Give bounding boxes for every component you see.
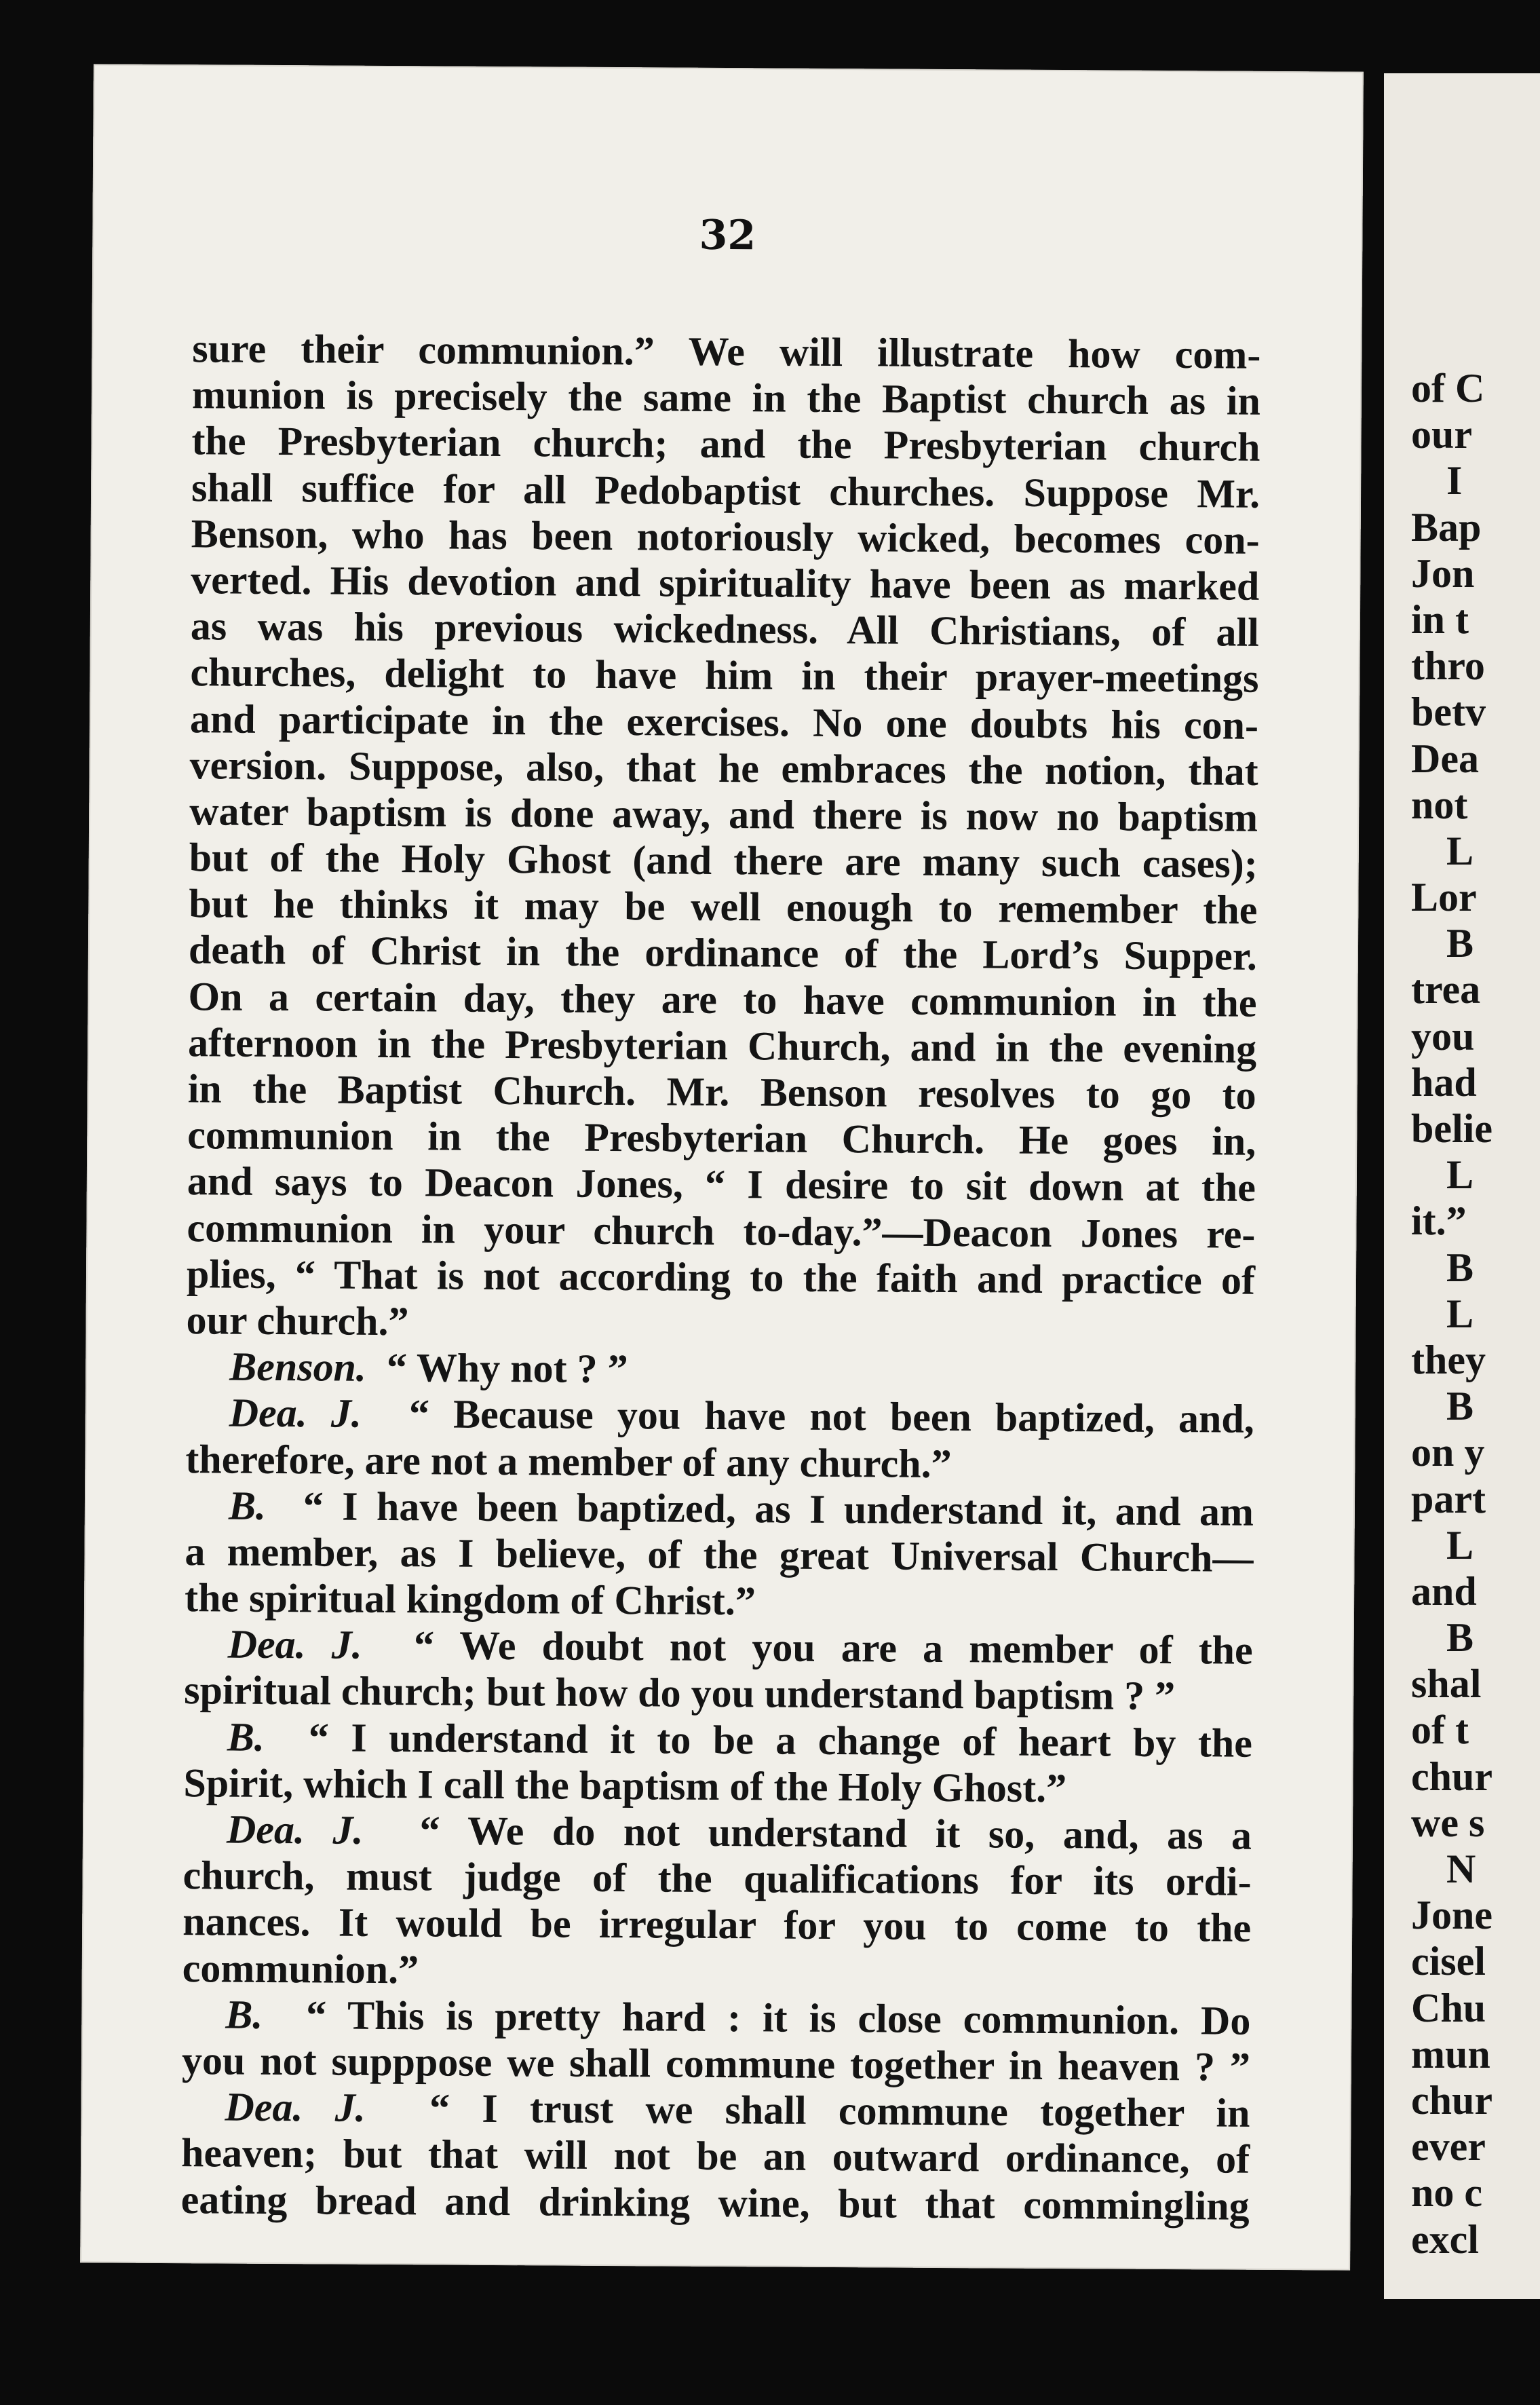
facing-page-line: Jone — [1411, 1893, 1493, 1938]
text-line: churches, delight to have him in their prayer-meetings — [190, 649, 1259, 702]
dialogue-text: “ This is pretty hard : it is close communion. Do — [306, 1992, 1251, 2043]
facing-page-line: I — [1446, 458, 1463, 504]
text-line: a member, as I believe, of the great Universal Church— — [185, 1529, 1254, 1580]
book-page-left — [80, 64, 1364, 2270]
facing-page-line: L — [1446, 1152, 1474, 1198]
text-line: munion is precisely the same in the Baptist church as in — [191, 372, 1261, 424]
text-line: version. Suppose, also, that he embraces the notion, that — [189, 742, 1258, 794]
facing-page-line: Lor — [1411, 875, 1477, 920]
facing-page-line: of t — [1411, 1707, 1469, 1753]
facing-page-line: L — [1446, 1291, 1474, 1336]
text-line: sure their communion.” We will illustrate how com- — [192, 326, 1261, 377]
text-line: therefore, are not a member of any church.” — [185, 1436, 952, 1486]
dialogue-text: “ I trust we shall commune together in — [429, 2085, 1250, 2136]
text-line: communion.” — [182, 1945, 419, 1992]
speaker-label: Dea. J. — [226, 1806, 364, 1853]
dialogue-line — [184, 1621, 1252, 1673]
facing-page-line: belie — [1411, 1106, 1493, 1151]
facing-page-line: our — [1411, 412, 1472, 457]
facing-page-line: part — [1411, 1476, 1486, 1521]
facing-page-line: no c — [1411, 2170, 1482, 2216]
text-line: death of Christ in the ordinance of the Lord’s Supper. — [188, 927, 1258, 979]
text-line: heaven; but that will not be an outward ordinance, of — [180, 2130, 1250, 2182]
facing-page-line: had — [1411, 1059, 1477, 1105]
facing-page-line: chur — [1411, 2077, 1493, 2123]
book-page-right-edge — [1384, 73, 1540, 2299]
page-body — [180, 325, 1260, 2229]
text-line: and says to Deacon Jones, “ I desire to sit down at the — [187, 1158, 1256, 1211]
text-line: church, must judge of the qualifications for its ordi- — [182, 1853, 1252, 1904]
facing-page-line: trea — [1411, 967, 1481, 1012]
dialogue-line — [182, 1991, 1250, 2044]
dialogue-text: “ Why not ? ” — [386, 1345, 628, 1392]
text-line: the Presbyterian church; and the Presbyterian church — [191, 418, 1260, 470]
text-line: as was his previous wickedness. All Christians, of all — [190, 603, 1260, 655]
facing-page-line: chur — [1411, 1754, 1493, 1799]
text-line: water baptism is done away, and there is now no baptism — [189, 789, 1258, 840]
text-line: shall suffice for all Pedobaptist churches. Suppose Mr. — [191, 464, 1260, 516]
facing-page-line: Chu — [1411, 1985, 1486, 2030]
facing-page-line: cisel — [1411, 1939, 1486, 1984]
speaker-label: B. — [228, 1483, 267, 1528]
facing-page-line: L — [1446, 828, 1474, 873]
dialogue-text: “ I understand it to be a change of heart by the — [308, 1714, 1253, 1766]
facing-page-line: N — [1446, 1847, 1476, 1891]
text-line: the spiritual kingdom of Christ.” — [184, 1575, 756, 1624]
facing-page-line: shal — [1411, 1661, 1482, 1707]
text-line: communion in the Presbyterian Church. He goes in, — [187, 1112, 1256, 1164]
text-line: plies, “ That is not according to the faith and practice of — [186, 1251, 1256, 1303]
text-line: you not supppose we shall commune together in heaven ? ” — [181, 2038, 1251, 2089]
text-line: verted. His devotion and spirituality have been as marked — [191, 557, 1260, 609]
facing-page-line: of C — [1411, 366, 1485, 411]
text-line: but he thinks it may be well enough to remember the — [189, 881, 1258, 933]
text-line: in the Baptist Church. Mr. Benson resolves to go to — [187, 1066, 1256, 1118]
facing-page-line: in t — [1411, 596, 1469, 642]
facing-page-line: we s — [1411, 1800, 1485, 1845]
speaker-label: Dea. J. — [225, 2084, 366, 2130]
text-line: nances. It would be irregular for you to come to the — [182, 1899, 1252, 1951]
text-line: communion in your church to-day.”—Deacon Jones re- — [187, 1205, 1256, 1257]
facing-page-line: Bap — [1411, 504, 1482, 550]
facing-page-line: and — [1411, 1568, 1477, 1614]
facing-page-line: L — [1446, 1522, 1474, 1568]
facing-page-line: excl — [1411, 2216, 1479, 2262]
text-line: afternoon in the Presbyterian Church, and in the evening — [187, 1020, 1257, 1072]
speaker-label: B. — [225, 1992, 263, 2037]
text-line: On a certain day, they are to have communion in the — [188, 973, 1257, 1025]
facing-page-line: it.” — [1411, 1198, 1467, 1244]
facing-page-line: thro — [1411, 643, 1485, 689]
facing-page-line: on y — [1411, 1430, 1485, 1475]
dialogue-line — [183, 1806, 1252, 1859]
facing-page-line: ever — [1411, 2124, 1486, 2170]
text-line: and participate in the exercises. No one doubts his con- — [189, 696, 1259, 748]
facing-page-line: B — [1446, 921, 1474, 966]
page-number: 32 — [699, 211, 756, 260]
dialogue-line — [181, 2083, 1250, 2136]
text-line: our church.” — [186, 1298, 409, 1344]
facing-page-line: betv — [1411, 689, 1486, 735]
facing-page-line: you — [1411, 1013, 1475, 1059]
dialogue-text: “ We do not understand it so, and, as a — [419, 1808, 1252, 1858]
speaker-label: Benson. — [229, 1344, 367, 1390]
facing-page-line: Dea — [1411, 736, 1479, 781]
facing-page-text — [1411, 365, 1493, 2262]
dialogue-line — [186, 1343, 1254, 1396]
facing-page-line: mun — [1411, 2031, 1490, 2077]
dialogue-line — [185, 1482, 1254, 1535]
text-line: eating bread and drinking wine, but that commingling — [180, 2176, 1250, 2229]
speaker-label: B. — [227, 1714, 265, 1760]
speaker-label: Dea. J. — [229, 1390, 362, 1437]
facing-page-line: B — [1446, 1245, 1474, 1290]
dialogue-text: “ I have been baptized, as I understand it, and am — [303, 1483, 1254, 1534]
facing-page-line: they — [1411, 1337, 1486, 1382]
text-line: Benson, who has been notoriously wicked, becomes con- — [191, 510, 1260, 563]
text-line: but of the Holy Ghost (and there are many such cases); — [189, 835, 1258, 886]
facing-page-line: B — [1446, 1615, 1474, 1661]
facing-page-line: B — [1446, 1384, 1474, 1429]
text-line: spiritual church; but how do you understand baptism ? ” — [184, 1667, 1176, 1719]
facing-page-line: not — [1411, 782, 1468, 827]
speaker-label: Dea. J. — [227, 1621, 363, 1668]
facing-page-line: Jon — [1411, 550, 1475, 596]
text-line: Spirit, which I call the baptism of the Holy Ghost.” — [183, 1760, 1067, 1811]
dialogue-text: “ We doubt not you are a member of the — [413, 1623, 1253, 1673]
dialogue-line — [184, 1713, 1252, 1766]
dialogue-line — [186, 1389, 1254, 1442]
dialogue-text: “ Because you have not been baptized, and, — [408, 1391, 1254, 1442]
